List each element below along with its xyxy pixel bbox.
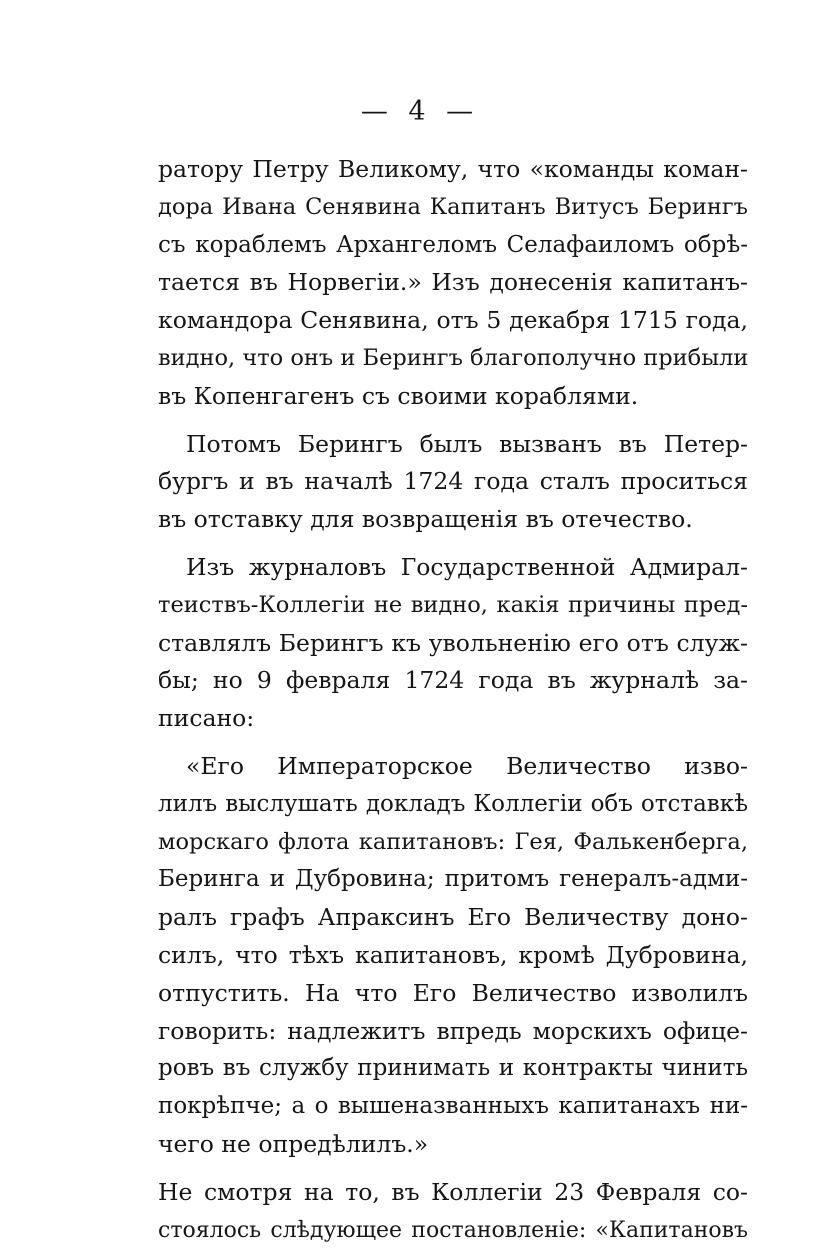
text-line: бургъ и въ началѣ 1724 года сталъ проситься (158, 467, 748, 496)
body-text (158, 151, 748, 1249)
text-line: ровъ въ службу принимать и контракты чинить (158, 1055, 748, 1082)
text-line: дора Ивана Сенявина Капитанъ Витусъ Берингъ (158, 193, 748, 220)
text-line: въ Копенгагенъ съ своими кораблями. (158, 381, 639, 410)
text-line: тается въ Норвегіи.» Изъ донесенія капитанъ- (158, 268, 748, 297)
text-line: лилъ выслушать докладъ Коллегіи объ отставкѣ (158, 790, 748, 817)
text-line: говорить: надлежитъ впредь морскихъ офице- (158, 1016, 748, 1045)
text-line: писано: (158, 704, 255, 733)
text-line: Изъ журналовъ Государственной Адмирал- (186, 552, 748, 581)
text-line: морскаго флота капитановъ: Гея, Фалькенберга, (158, 828, 748, 855)
text-line: видно, что онъ и Берингъ благополучно прибыли (158, 344, 749, 371)
text-line: теиствъ-Коллегіи не видно, какія причины пред- (158, 591, 748, 618)
text-line: «Его Императорское Величество изво- (186, 751, 748, 780)
text-line: съ кораблемъ Архангеломъ Селафаиломъ обрѣ- (158, 231, 748, 258)
text-line: ратору Петру Великому, что «команды коман- (158, 155, 748, 183)
text-line: бы; но 9 февраля 1724 года въ журналѣ за- (158, 666, 748, 695)
text-line: стоялось слѣдующее постановленіе: «Капитановъ (158, 1217, 748, 1243)
text-line: командора Сенявина, отъ 5 декабря 1715 года, (158, 306, 748, 335)
text-line: Потомъ Берингъ былъ вызванъ въ Петер- (186, 429, 748, 458)
text-line: чего не опредѣлилъ.» (158, 1129, 429, 1158)
text-line: въ отставку для возвращенія въ отечество. (158, 505, 693, 534)
text-line: Беринга и Дубровина; притомъ генералъ-адми- (158, 866, 748, 893)
text-line: ралъ графъ Апраксинъ Его Величеству доно- (158, 903, 748, 932)
text-line: покрѣпче; а о вышеназванныхъ капитанахъ ни- (158, 1093, 748, 1120)
text-line: силъ, что тѣхъ капитановъ, кромѣ Дубровина, (158, 940, 748, 969)
text-line: Не смотря на то, въ Коллегіи 23 Февраля со- (158, 1177, 748, 1206)
text-line: ставлялъ Берингъ къ увольненію его отъ служ- (158, 628, 748, 657)
text-line: отпустить. На что Его Величество изволилъ (158, 978, 748, 1007)
page-number: — 4 — (360, 96, 480, 127)
